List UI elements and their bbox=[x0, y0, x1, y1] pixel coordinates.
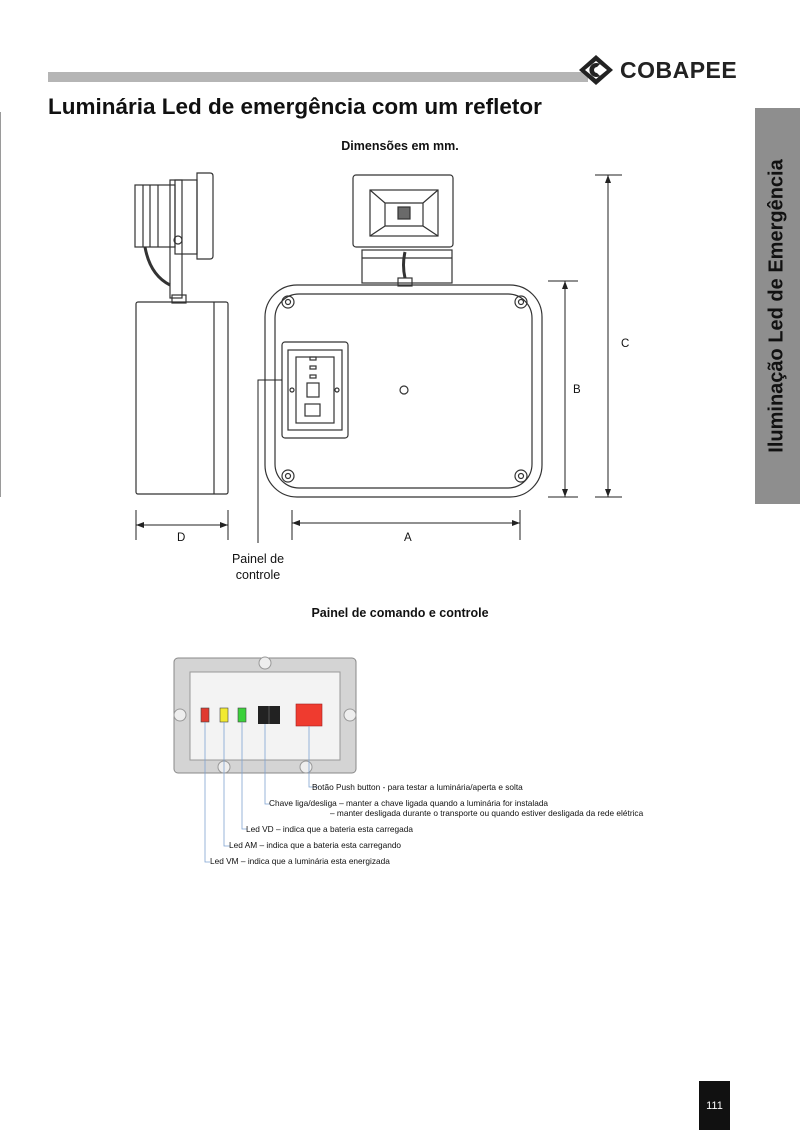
dim-label-d: D bbox=[177, 532, 186, 544]
led-red bbox=[201, 708, 209, 722]
dim-label-a: A bbox=[404, 532, 412, 544]
dimensions-heading: Dimensões em mm. bbox=[341, 139, 459, 153]
push-button bbox=[296, 704, 322, 726]
legend-led-vm: Led VM – indica que a luminária esta energizada bbox=[210, 856, 390, 866]
callout-line-2: controle bbox=[235, 568, 281, 582]
front-view-body bbox=[265, 285, 542, 497]
brand-name: COBAPEE bbox=[620, 56, 738, 83]
dim-label-c: C bbox=[621, 338, 630, 350]
legend-switch-1: Chave liga/desliga – manter a chave ligada quando a luminária for instalada bbox=[269, 798, 549, 808]
side-view-body bbox=[136, 302, 228, 494]
legend-switch-2: – manter desligada durante o transporte ou quando estiver desligada da rede elétrica bbox=[330, 808, 644, 818]
page-title: Luminária Led de emergência com um refletor bbox=[48, 94, 542, 119]
control-panel-callout bbox=[218, 551, 298, 583]
page-number-text: 111 bbox=[706, 1099, 723, 1112]
front-view-reflector bbox=[353, 175, 453, 286]
legend-push-button: Botão Push button - para testar a luminária/aperta e solta bbox=[312, 782, 523, 792]
control-panel-heading: Painel de comando e controle bbox=[311, 606, 489, 620]
led-green bbox=[238, 708, 246, 722]
dim-label-b: B bbox=[573, 384, 581, 396]
side-view-reflector bbox=[135, 173, 213, 303]
led-yellow bbox=[220, 708, 228, 722]
legend-led-am: Led AM – indica que a bateria esta carregando bbox=[229, 840, 402, 850]
side-tab-label: Iluminação Led de Emergência bbox=[765, 159, 788, 453]
page-number bbox=[699, 1081, 730, 1130]
legend-led-vd: Led VD – indica que a bateria esta carregada bbox=[246, 824, 413, 834]
callout-line-1: Painel de bbox=[231, 552, 285, 566]
